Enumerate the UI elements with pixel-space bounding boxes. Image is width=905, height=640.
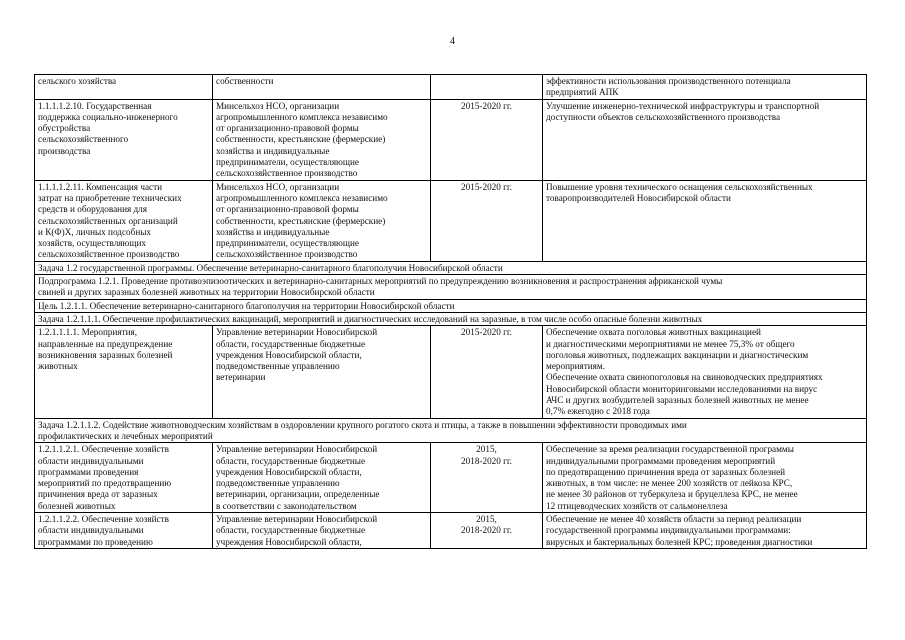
table-row (35, 512, 867, 548)
executor-cell: собственности (213, 75, 431, 100)
section-header-text: Цель 1.2.1.1. Обеспечение ветеринарно-санитарного благополучия на территории Новосибирской области (35, 299, 867, 312)
measure-cell: 1.1.1.1.2.11. Компенсация части затрат на приобретение технических средств и оборудования для сельскохозяйственных организаций и К(Ф)Х, личных подсобных хозяйств, осуществляющих сельскохозяйственное производство (35, 180, 213, 261)
table-row (35, 99, 867, 180)
table-row (35, 75, 867, 100)
period-cell: 2015, 2018-2020 гг. (431, 512, 543, 548)
table-row (35, 180, 867, 261)
period-cell (431, 75, 543, 100)
table-row (35, 443, 867, 513)
program-table (34, 74, 867, 549)
measure-cell: 1.2.1.1.1.1. Мероприятия, направленные на предупреждение возникновения заразных болезней животных (35, 326, 213, 418)
executor-cell: Управление ветеринарии Новосибирской области, государственные бюджетные учреждения Новосибирской области, (213, 512, 431, 548)
result-cell: Обеспечение не менее 40 хозяйств области за период реализации государственной программы индивидуальными программами: вирусных и бактериальных болезней КРС; проведения диагностики (543, 512, 867, 548)
section-header-text: Подпрограмма 1.2.1. Проведение противоэпизоотических и ветеринарно-санитарных мероприятий по предупреждению возникновения и распространения африканской чумы свиней и других заразных болезней животных на территории Новосибирской области (35, 275, 867, 300)
executor-cell: Минсельхоз НСО, организации агропромышленного комплекса независимо от организационно-правовой формы собственности, крестьянские (фермерские) хозяйства и индивидуальные предприниматели, осуществляющие сельскохозяйственное производство (213, 99, 431, 180)
section-header-text: Задача 1.2.1.1.2. Содействие животноводческим хозяйствам в оздоровлении крупного рогатого скота и птицы, а также в повышении эффективности проводимых ими профилактических и лечебных мероприятий (35, 418, 867, 443)
section-header-row (35, 299, 867, 312)
result-cell: Улучшение инженерно-технической инфраструктуры и транспортной доступности объектов сельскохозяйственного производства (543, 99, 867, 180)
executor-cell: Управление ветеринарии Новосибирской области, государственные бюджетные учреждения Новосибирской области, подведомственные управлению ветеринарии, организации, определенные в соответствии с законодательством (213, 443, 431, 513)
measure-cell: 1.1.1.1.2.10. Государственная поддержка социально-инженерного обустройства сельскохозяйственного производства (35, 99, 213, 180)
section-header-row (35, 275, 867, 300)
measure-cell: сельского хозяйства (35, 75, 213, 100)
result-cell: эффективности использования производственного потенциала предприятий АПК (543, 75, 867, 100)
measure-cell: 1.2.1.1.2.1. Обеспечение хозяйств области индивидуальными программами проведения мероприятий по предотвращению причинения вреда от заразных болезней животных (35, 443, 213, 513)
period-cell: 2015-2020 гг. (431, 326, 543, 418)
period-cell: 2015-2020 гг. (431, 180, 543, 261)
executor-cell: Управление ветеринарии Новосибирской области, государственные бюджетные учреждения Новосибирской области, подведомственные управлению ветеринарии (213, 326, 431, 418)
section-header-row (35, 261, 867, 274)
result-cell: Повышение уровня технического оснащения сельскохозяйственных товаропроизводителей Новосибирской области (543, 180, 867, 261)
section-header-row (35, 418, 867, 443)
table-row (35, 326, 867, 418)
result-cell: Обеспечение охвата поголовья животных вакцинацией и диагностическими мероприятиями не менее 75,3% от общего поголовья животных, подлежащих вакцинации и диагностическим мероприятиям. Обеспечение охвата свинопоголовья на свиноводческих предприятиях Новосибирской области мониторинговыми исследованиями на вирус АЧС и других возбудителей заразных болезней животных не менее 0,7% ежегодно с 2018 года (543, 326, 867, 418)
section-header-text: Задача 1.2 государственной программы. Обеспечение ветеринарно-санитарного благополучия Новосибирской области (35, 261, 867, 274)
section-header-row (35, 312, 867, 325)
measure-cell: 1.2.1.1.2.2. Обеспечение хозяйств области индивидуальными программами по проведению (35, 512, 213, 548)
period-cell: 2015-2020 гг. (431, 99, 543, 180)
period-cell: 2015, 2018-2020 гг. (431, 443, 543, 513)
result-cell: Обеспечение за время реализации государственной программы индивидуальными программами проведения мероприятий по предотвращению причинения вреда от заразных болезней животных, в том числе: не менее 200 хозяйств от лейкоза КРС, не менее 30 районов от туберкулеза и бруцеллеза КРС, не менее 12 птицеводческих хозяйств от сальмонеллеза (543, 443, 867, 513)
page-number: 4 (450, 36, 455, 47)
section-header-text: Задача 1.2.1.1.1. Обеспечение профилактических вакцинаций, мероприятий и диагностических исследований на заразные, в том числе особо опасные болезни животных (35, 312, 867, 325)
executor-cell: Минсельхоз НСО, организации агропромышленного комплекса независимо от организационно-правовой формы собственности, крестьянские (фермерские) хозяйства и индивидуальные предприниматели, осуществляющие сельскохозяйственное производство (213, 180, 431, 261)
